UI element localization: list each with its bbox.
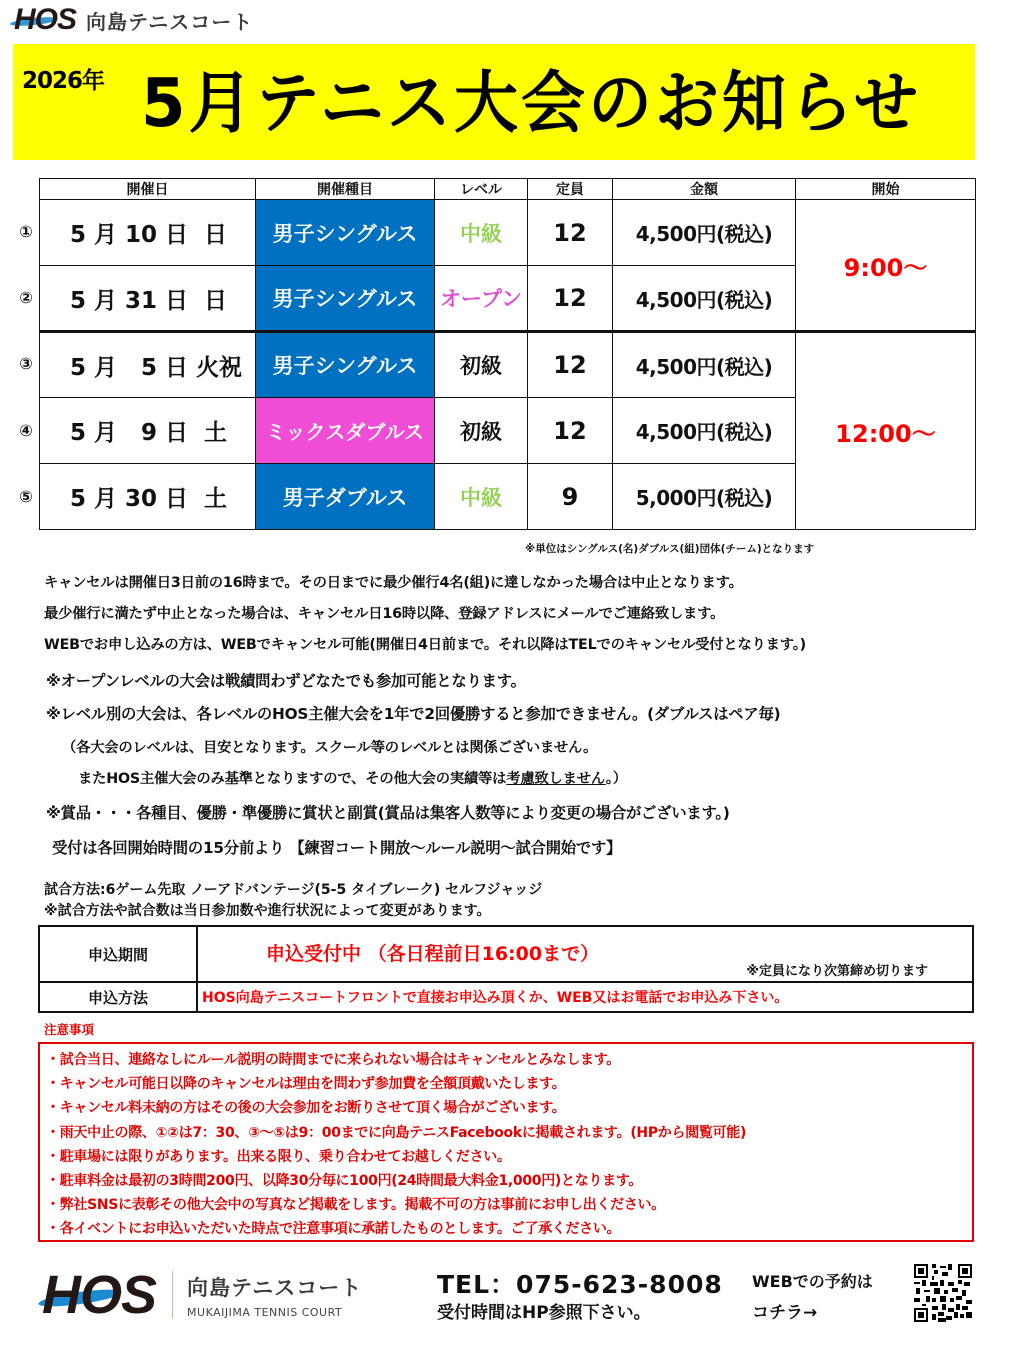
event-level: 中級 <box>435 200 528 266</box>
col-event: 開催種目 <box>256 179 435 200</box>
event-date: 5 月 5 日 火祝 <box>40 332 256 398</box>
event-level: 初級 <box>435 398 528 464</box>
start-time: 9:00～ <box>796 200 976 332</box>
footer-name-jp: 向島テニスコート <box>187 1275 363 1300</box>
info-line: 最少催行に満たず中止となった場合は、キャンセル日16時以降、登録アドレスにメールでご連絡致します。 <box>44 606 725 622</box>
info-line: WEBでお申し込みの方は、WEBでキャンセル可能(開催日4日前まで。それ以降はTELでのキャンセル受付となります。) <box>44 637 806 653</box>
col-level: レベル <box>435 179 528 200</box>
event-date: 5 月 10 日 日 <box>40 200 256 266</box>
event-price: 4,500円(税込) <box>613 200 796 266</box>
match-note: ※試合方法や試合数は当日参加数や進行状況によって変更があります。 <box>44 903 491 919</box>
row-number: ④ <box>19 421 33 440</box>
footer-logo <box>42 1264 362 1326</box>
event-date: 5 月 30 日 土 <box>40 464 256 530</box>
start-time: 12:00～ <box>796 332 976 530</box>
banner-year: 2026年 <box>22 68 105 94</box>
caution-item: ・駐車料金は最初の3時間200円、以降30分毎に100円(24時間最大料金1,000円)となります。 <box>46 1173 643 1190</box>
col-capacity: 定員 <box>528 179 613 200</box>
col-date: 開催日 <box>40 179 256 200</box>
caution-title: 注意事項 <box>44 1022 95 1037</box>
period-label: 申込期間 <box>39 926 197 982</box>
caution-item: ・弊社SNSに表彰その他大会中の写真など掲載をします。掲載不可の方は事前にお申し出ください。 <box>46 1197 665 1214</box>
event-type: 男子シングルス <box>256 266 435 332</box>
top-brand <box>14 2 253 38</box>
info-line: （各大会のレベルは、目安となります。スクール等のレベルとは関係ございません。 <box>62 740 598 756</box>
capacity-note: ※定員になり次第締め切ります <box>746 964 928 979</box>
event-price: 4,500円(税込) <box>613 266 796 332</box>
application-method-row <box>39 982 973 1012</box>
match-method <box>44 880 542 922</box>
title-banner <box>13 44 975 160</box>
footer-name-en: MUKAIJIMA TENNIS COURT <box>187 1305 343 1319</box>
info-line: ※レベル別の大会は、各レベルのHOS主催大会を1年で2回優勝すると参加できません。(ダブルスはペア毎) <box>46 705 781 723</box>
event-level: 中級 <box>435 464 528 530</box>
event-capacity: 12 <box>528 200 613 266</box>
event-date: 5 月 31 日 日 <box>40 266 256 332</box>
event-level: 初級 <box>435 332 528 398</box>
unit-note: ※単位はシングルス(名)ダブルス(組)団体(チーム)となります <box>525 543 815 555</box>
phone-number[interactable]: TEL：075-623-8008 <box>437 1270 723 1299</box>
caution-item: ・各イベントにお申込いただいた時点で注意事項に承諾したものとします。ご了承ください。 <box>46 1221 621 1238</box>
event-capacity: 12 <box>528 332 613 398</box>
hos-logo: HOS <box>42 1264 156 1326</box>
qr-code-icon[interactable] <box>914 1263 972 1323</box>
caution-item: ・雨天中止の際、①②は7：30、③～⑤は9：00までに向島テニスFacebookに掲載されます。(HPから閲覧可能) <box>46 1124 747 1141</box>
schedule-table <box>39 178 976 530</box>
col-start: 開始 <box>796 179 976 200</box>
event-price: 5,000円(税込) <box>613 464 796 530</box>
table-row <box>40 200 976 266</box>
caution-box <box>38 1042 974 1242</box>
info-line: またHOS主催大会のみ基準となりますので、その他大会の実績等は考慮致しません。） <box>78 771 627 787</box>
row-number: ⑤ <box>19 487 33 506</box>
method-value: HOS向島テニスコートフロントで直接お申込み頂くか、WEB又はお電話でお申込み下さい。 <box>197 982 973 1012</box>
page-title: 5月テニス大会のお知らせ <box>141 65 922 143</box>
event-type: 男子シングルス <box>256 332 435 398</box>
event-type: 男子ダブルス <box>256 464 435 530</box>
match-format: 試合方法:6ゲーム先取 ノーアドバンテージ(5-5 タイブレーク) セルフジャッジ <box>44 882 543 898</box>
row-number: ① <box>19 222 33 241</box>
caution-item: ・キャンセル可能日以降のキャンセルは理由を問わず参加費を全額頂戴いたします。 <box>46 1076 566 1093</box>
underlined-text: 考慮致しません <box>506 771 606 787</box>
period-value: 申込受付中 （各日程前日16:00まで） <box>266 943 600 965</box>
info-line: ※賞品・・・各種目、優勝・準優勝に賞状と副賞(賞品は集客人数等により変更の場合がございます。) <box>46 804 730 822</box>
method-label: 申込方法 <box>39 982 197 1012</box>
event-date: 5 月 9 日 土 <box>40 398 256 464</box>
table-row <box>40 332 976 398</box>
phone-note: 受付時間はHP参照下さい。 <box>437 1303 651 1323</box>
web-booking-text: WEBでの予約は <box>752 1272 873 1291</box>
info-line: ※オープンレベルの大会は戦績問わずどなたでも参加可能となります。 <box>46 672 526 690</box>
hos-logo: HOS <box>14 3 76 37</box>
event-type: 男子シングルス <box>256 200 435 266</box>
row-number: ② <box>19 288 33 307</box>
info-line: 受付は各回開始時間の15分前より 【練習コート開放～ルール説明～試合開始です】 <box>52 839 622 857</box>
event-level: オープン <box>435 266 528 332</box>
event-capacity: 9 <box>528 464 613 530</box>
event-type: ミックスダブルス <box>256 398 435 464</box>
divider <box>172 1271 173 1319</box>
web-booking-link[interactable]: コチラ→ <box>752 1303 818 1323</box>
caution-item: ・駐車場には限りがあります。出来る限り、乗り合わせてお越しください。 <box>46 1148 511 1165</box>
col-price: 金額 <box>613 179 796 200</box>
application-table <box>38 925 974 1013</box>
caution-item: ・キャンセル料未納の方はその後の大会参加をお断りさせて頂く場合がございます。 <box>46 1100 566 1117</box>
table-header-row <box>40 179 976 200</box>
caution-item: ・試合当日、連絡なしにルール説明の時間までに来られない場合はキャンセルとみなします。 <box>46 1052 620 1068</box>
brand-name: 向島テニスコート <box>86 9 254 34</box>
event-price: 4,500円(税込) <box>613 398 796 464</box>
event-price: 4,500円(税込) <box>613 332 796 398</box>
info-line: キャンセルは開催日3日前の16時まで。その日までに最少催行4名(組)に達しなかった場合は中止となります。 <box>44 575 743 591</box>
event-capacity: 12 <box>528 398 613 464</box>
event-capacity: 12 <box>528 266 613 332</box>
row-number: ③ <box>19 354 33 373</box>
application-period-row <box>39 926 973 982</box>
